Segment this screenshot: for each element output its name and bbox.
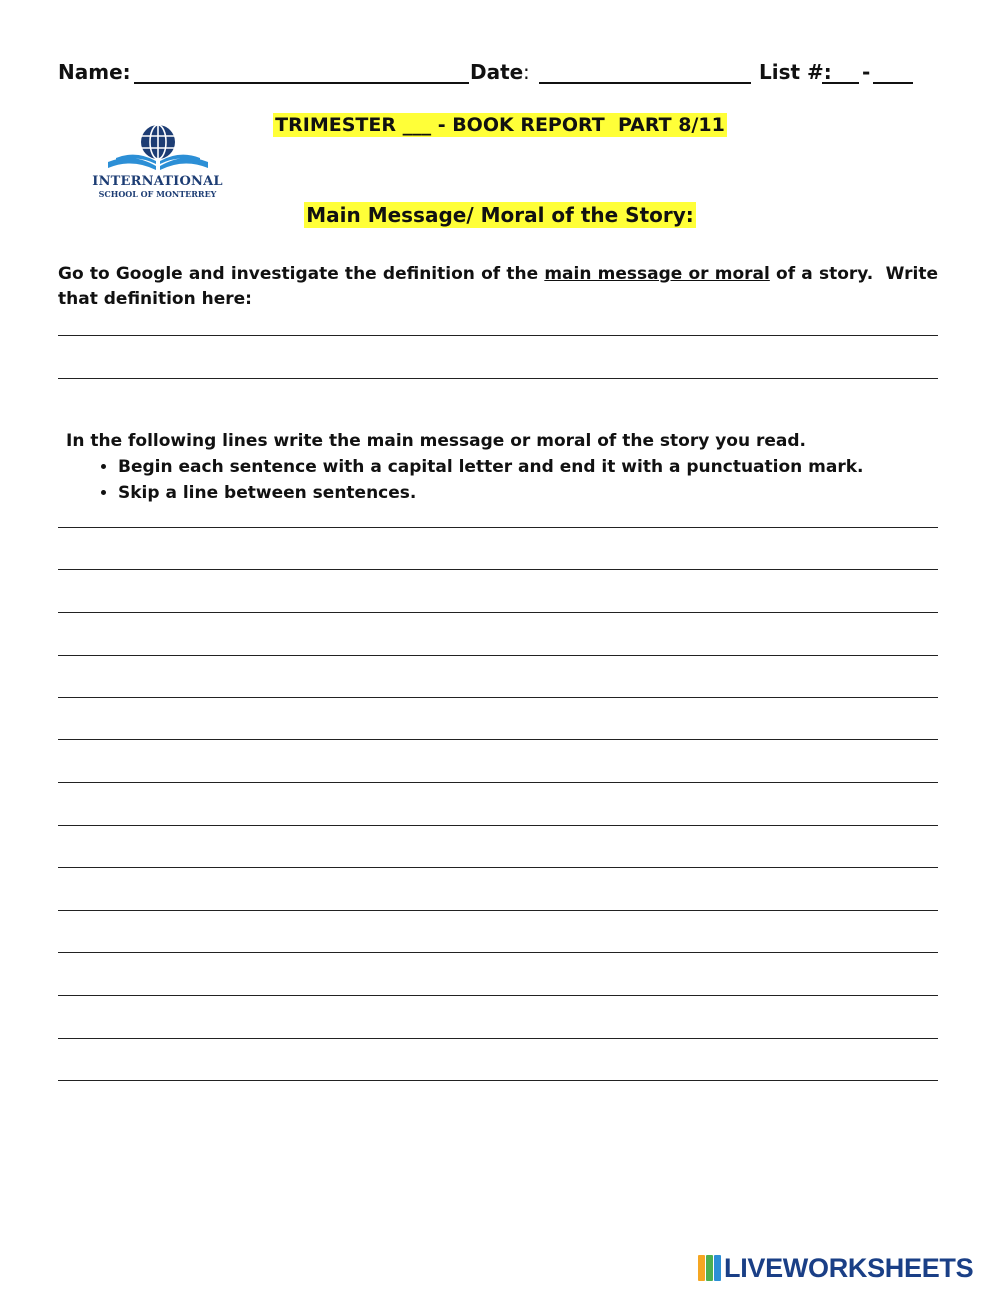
answer-line[interactable] bbox=[58, 739, 938, 740]
definition-line[interactable] bbox=[58, 378, 938, 379]
date-label: Date bbox=[470, 60, 524, 84]
answer-line[interactable] bbox=[58, 569, 938, 570]
liveworksheets-logo-icon bbox=[698, 1255, 722, 1281]
definition-line[interactable] bbox=[58, 335, 938, 336]
name-label: Name: bbox=[58, 60, 131, 84]
brand-text: LIVEWORKSHEETS bbox=[724, 1253, 974, 1283]
globe-book-icon bbox=[90, 122, 225, 174]
logo-name: INTERNATIONAL bbox=[92, 174, 223, 189]
answer-line[interactable] bbox=[58, 1038, 938, 1039]
prompt-text-after: of a story. Write that definition here: bbox=[58, 264, 944, 309]
answer-line[interactable] bbox=[58, 697, 938, 698]
answer-line[interactable] bbox=[58, 867, 938, 868]
date-colon: : bbox=[523, 60, 530, 84]
instruction-bullet: • Begin each sentence with a capital letter and end it with a punctuation mark. bbox=[118, 454, 936, 480]
section-title-wrap bbox=[0, 202, 1000, 228]
name-blank bbox=[134, 82, 469, 84]
instructions bbox=[66, 428, 936, 506]
prompt-text-before: Go to Google and investigate the definition of the bbox=[58, 264, 545, 284]
instructions-intro: In the following lines write the main message or moral of the story you read. bbox=[66, 431, 806, 451]
definition-prompt bbox=[58, 262, 944, 312]
answer-line[interactable] bbox=[58, 995, 938, 996]
logo-subtitle: SCHOOL OF MONTERREY bbox=[98, 189, 217, 199]
answer-line[interactable] bbox=[58, 825, 938, 826]
prompt-underlined-term: main message or moral bbox=[544, 264, 770, 284]
list-separator: - bbox=[862, 60, 871, 84]
section-title: Main Message/ Moral of the Story: bbox=[306, 203, 694, 227]
instructions-list bbox=[66, 454, 936, 506]
answer-line[interactable] bbox=[58, 1080, 938, 1081]
date-blank bbox=[539, 82, 751, 84]
list-blank-2 bbox=[873, 82, 913, 84]
answer-line[interactable] bbox=[58, 952, 938, 953]
answer-line[interactable] bbox=[58, 910, 938, 911]
list-label: List #: bbox=[759, 60, 832, 84]
answer-line[interactable] bbox=[58, 527, 938, 528]
page-title: TRIMESTER ___ - BOOK REPORT PART 8/11 bbox=[275, 114, 725, 136]
answer-line[interactable] bbox=[58, 655, 938, 656]
school-logo bbox=[90, 122, 225, 202]
instruction-bullet: • Skip a line between sentences. bbox=[118, 480, 936, 506]
header-row bbox=[58, 58, 938, 90]
answer-line[interactable] bbox=[58, 782, 938, 783]
liveworksheets-brand bbox=[698, 1253, 998, 1283]
list-blank-1 bbox=[822, 82, 859, 84]
answer-line[interactable] bbox=[58, 612, 938, 613]
